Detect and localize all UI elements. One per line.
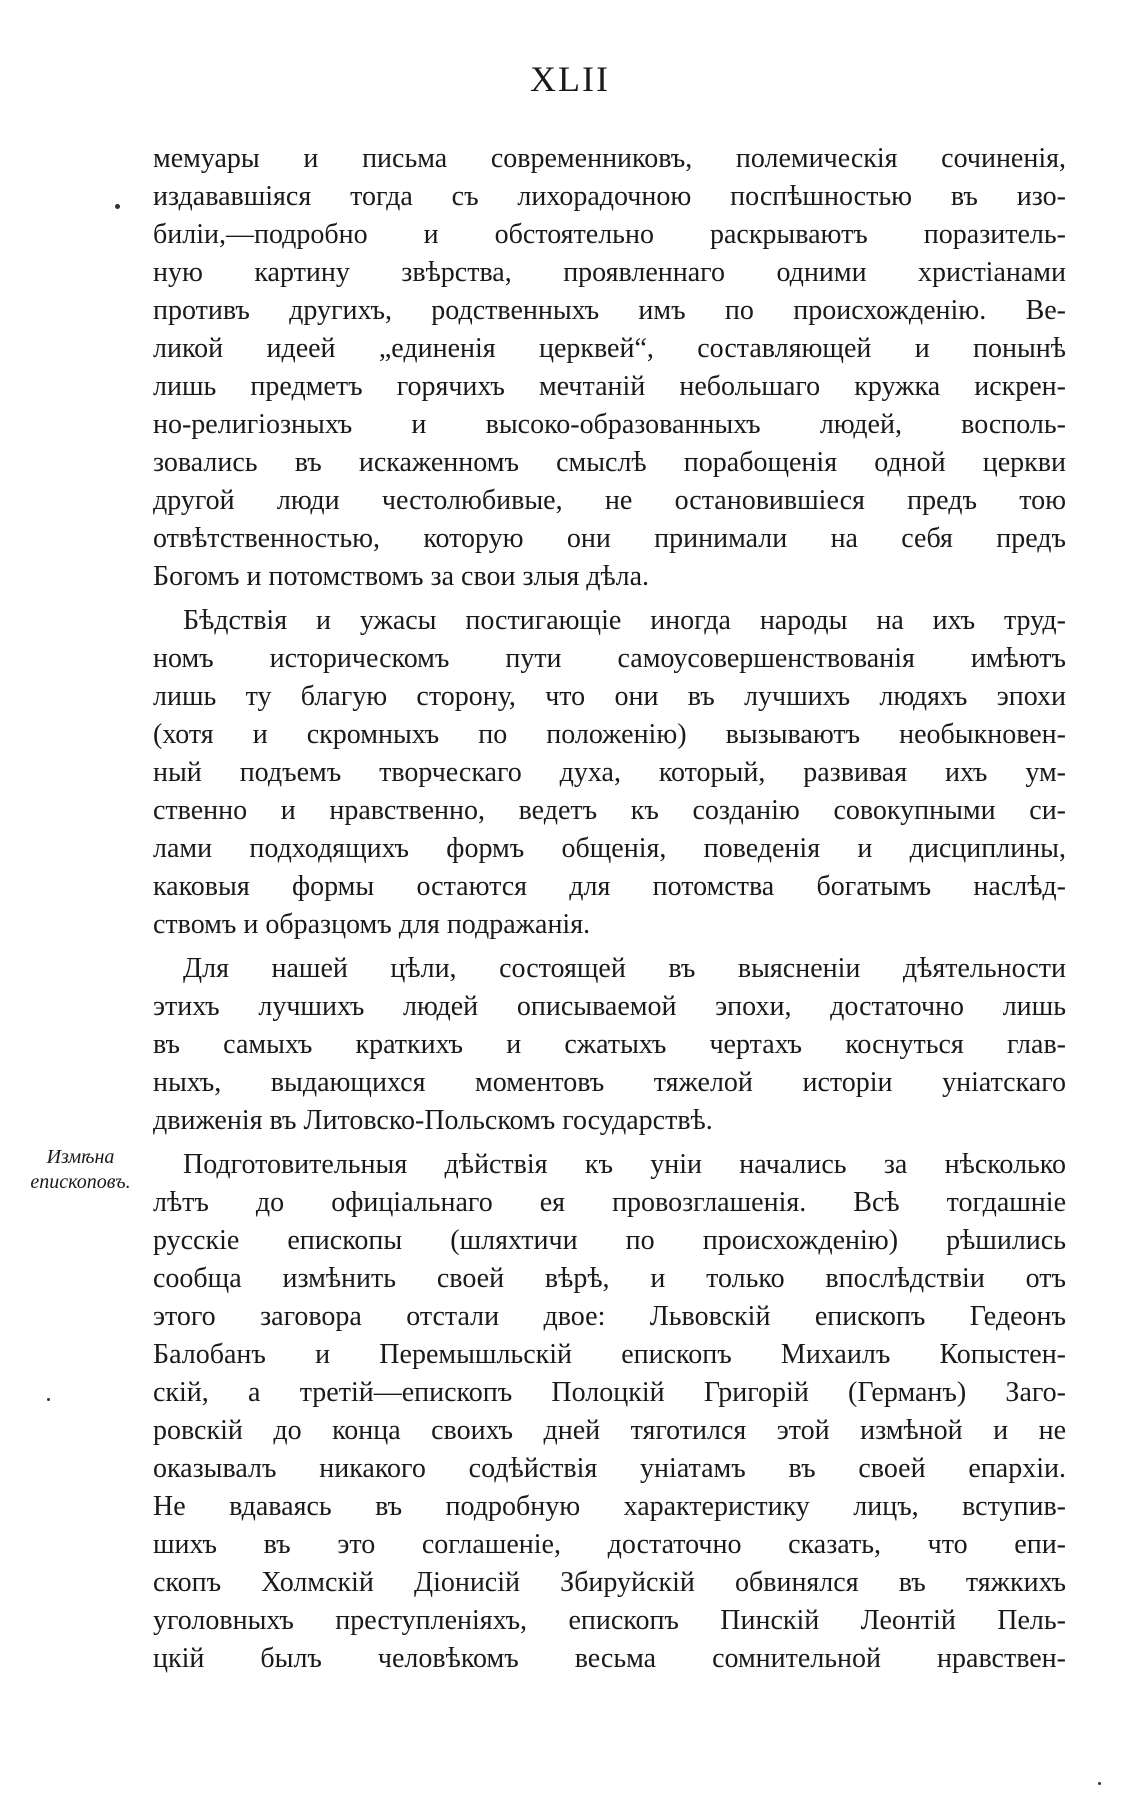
paragraph	[153, 140, 1066, 596]
text-line: биліи,—подробно и обстоятельно раскрываютъ поразитель-	[153, 219, 1066, 250]
text-line: этихъ лучшихъ людей описываемой эпохи, достаточно лишь	[153, 991, 1066, 1022]
text-line: ровскій до конца своихъ дней тяготился этой измѣной и не	[153, 1415, 1066, 1446]
paragraph	[153, 1146, 1066, 1678]
text-line: мемуары и письма современниковъ, полемическія сочиненія,	[153, 143, 1066, 174]
text-line: этого заговора отстали двое: Львовскій епископъ Гедеонъ	[153, 1301, 1066, 1332]
text-line: скій, а третій—епископъ Полоцкій Григорій (Германъ) Заго-	[153, 1377, 1066, 1408]
text-line: издававшіяся тогда съ лихорадочною поспѣшностью въ изо-	[153, 181, 1066, 212]
margin-note-line: Измѣна	[46, 1146, 115, 1168]
text-line: номъ историческомъ пути самоусовершенствованія имѣютъ	[153, 643, 1066, 674]
text-line: лѣтъ до офиціальнаго ея провозглашенія. Всѣ тогдашніе	[153, 1187, 1066, 1218]
text-line: ликой идеей „единенія церквей“, составляющей и понынѣ	[153, 333, 1066, 364]
text-line: Не вдаваясь въ подробную характеристику лицъ, вступив-	[153, 1491, 1066, 1522]
margin-note-line: епископовъ.	[30, 1171, 131, 1193]
text-line: ственно и нравственно, ведетъ къ созданію совокупными си-	[153, 795, 1066, 826]
text-line: отвѣтственностью, которую они принимали на себя предъ	[153, 523, 1066, 554]
text-line: ную картину звѣрства, проявленнаго одними христіанами	[153, 257, 1066, 288]
text-line: шихъ въ это соглашеніе, достаточно сказать, что епи-	[153, 1529, 1066, 1560]
text-line: ныхъ, выдающихся моментовъ тяжелой исторіи уніатскаго	[153, 1067, 1066, 1098]
text-line: оказывалъ никакого содѣйствія уніатамъ въ своей епархіи.	[153, 1453, 1066, 1484]
scan-speck	[1098, 1782, 1101, 1785]
text-line: каковыя формы остаются для потомства богатымъ наслѣд-	[153, 871, 1066, 902]
text-line: движенія въ Литовско-Польскомъ государствѣ.	[153, 1105, 713, 1136]
paragraph	[153, 602, 1066, 944]
text-line: русскіе епископы (шляхтичи по происхожденію) рѣшились	[153, 1225, 1066, 1256]
scan-speck	[115, 204, 120, 209]
text-line: но-религіозныхъ и высоко-образованныхъ людей, восполь-	[153, 409, 1066, 440]
text-line: ствомъ и образцомъ для подражанія.	[153, 909, 591, 940]
text-line: сообща измѣнить своей вѣрѣ, и только впослѣдствіи отъ	[153, 1263, 1066, 1294]
text-line: (хотя и скромныхъ по положенію) вызываютъ необыкновен-	[153, 719, 1066, 750]
body-text	[153, 140, 1066, 1678]
paragraph	[153, 950, 1066, 1140]
page-number: XLII	[530, 59, 610, 99]
text-line: скопъ Холмскій Діонисій Збируйскій обвинялся въ тяжкихъ	[153, 1567, 1066, 1598]
text-line: лами подходящихъ формъ общенія, поведенія и дисциплины,	[153, 833, 1066, 864]
text-line: Для нашей цѣли, состоящей въ выясненіи дѣятельности	[183, 953, 1066, 984]
text-line: Подготовительныя дѣйствія къ уніи начались за нѣсколько	[183, 1149, 1066, 1180]
text-line: Балобанъ и Перемышльскій епископъ Михаилъ Копыстен-	[153, 1339, 1066, 1370]
text-line: цкій былъ человѣкомъ весьма сомнительной нравствен-	[153, 1643, 1066, 1674]
margin-note	[18, 1145, 143, 1195]
text-line: лишь ту благую сторону, что они въ лучшихъ людяхъ эпохи	[153, 681, 1066, 712]
text-line: противъ другихъ, родственныхъ имъ по происхожденію. Ве-	[153, 295, 1066, 326]
text-line: другой люди честолюбивые, не остановившіеся предъ тою	[153, 485, 1066, 516]
text-line: уголовныхъ преступленіяхъ, епископъ Пинскій Леонтій Пель-	[153, 1605, 1066, 1636]
text-line: въ самыхъ краткихъ и сжатыхъ чертахъ коснуться глав-	[153, 1029, 1066, 1060]
text-line: Бѣдствія и ужасы постигающіе иногда народы на ихъ труд-	[183, 605, 1066, 636]
text-line: ный подъемъ творческаго духа, который, развивая ихъ ум-	[153, 757, 1066, 788]
text-line: лишь предметъ горячихъ мечтаній небольшаго кружка искрен-	[153, 371, 1066, 402]
text-line: зовались въ искаженномъ смыслѣ порабощенія одной церкви	[153, 447, 1066, 478]
text-line: Богомъ и потомствомъ за свои злыя дѣла.	[153, 561, 650, 592]
scan-speck	[47, 1398, 50, 1401]
